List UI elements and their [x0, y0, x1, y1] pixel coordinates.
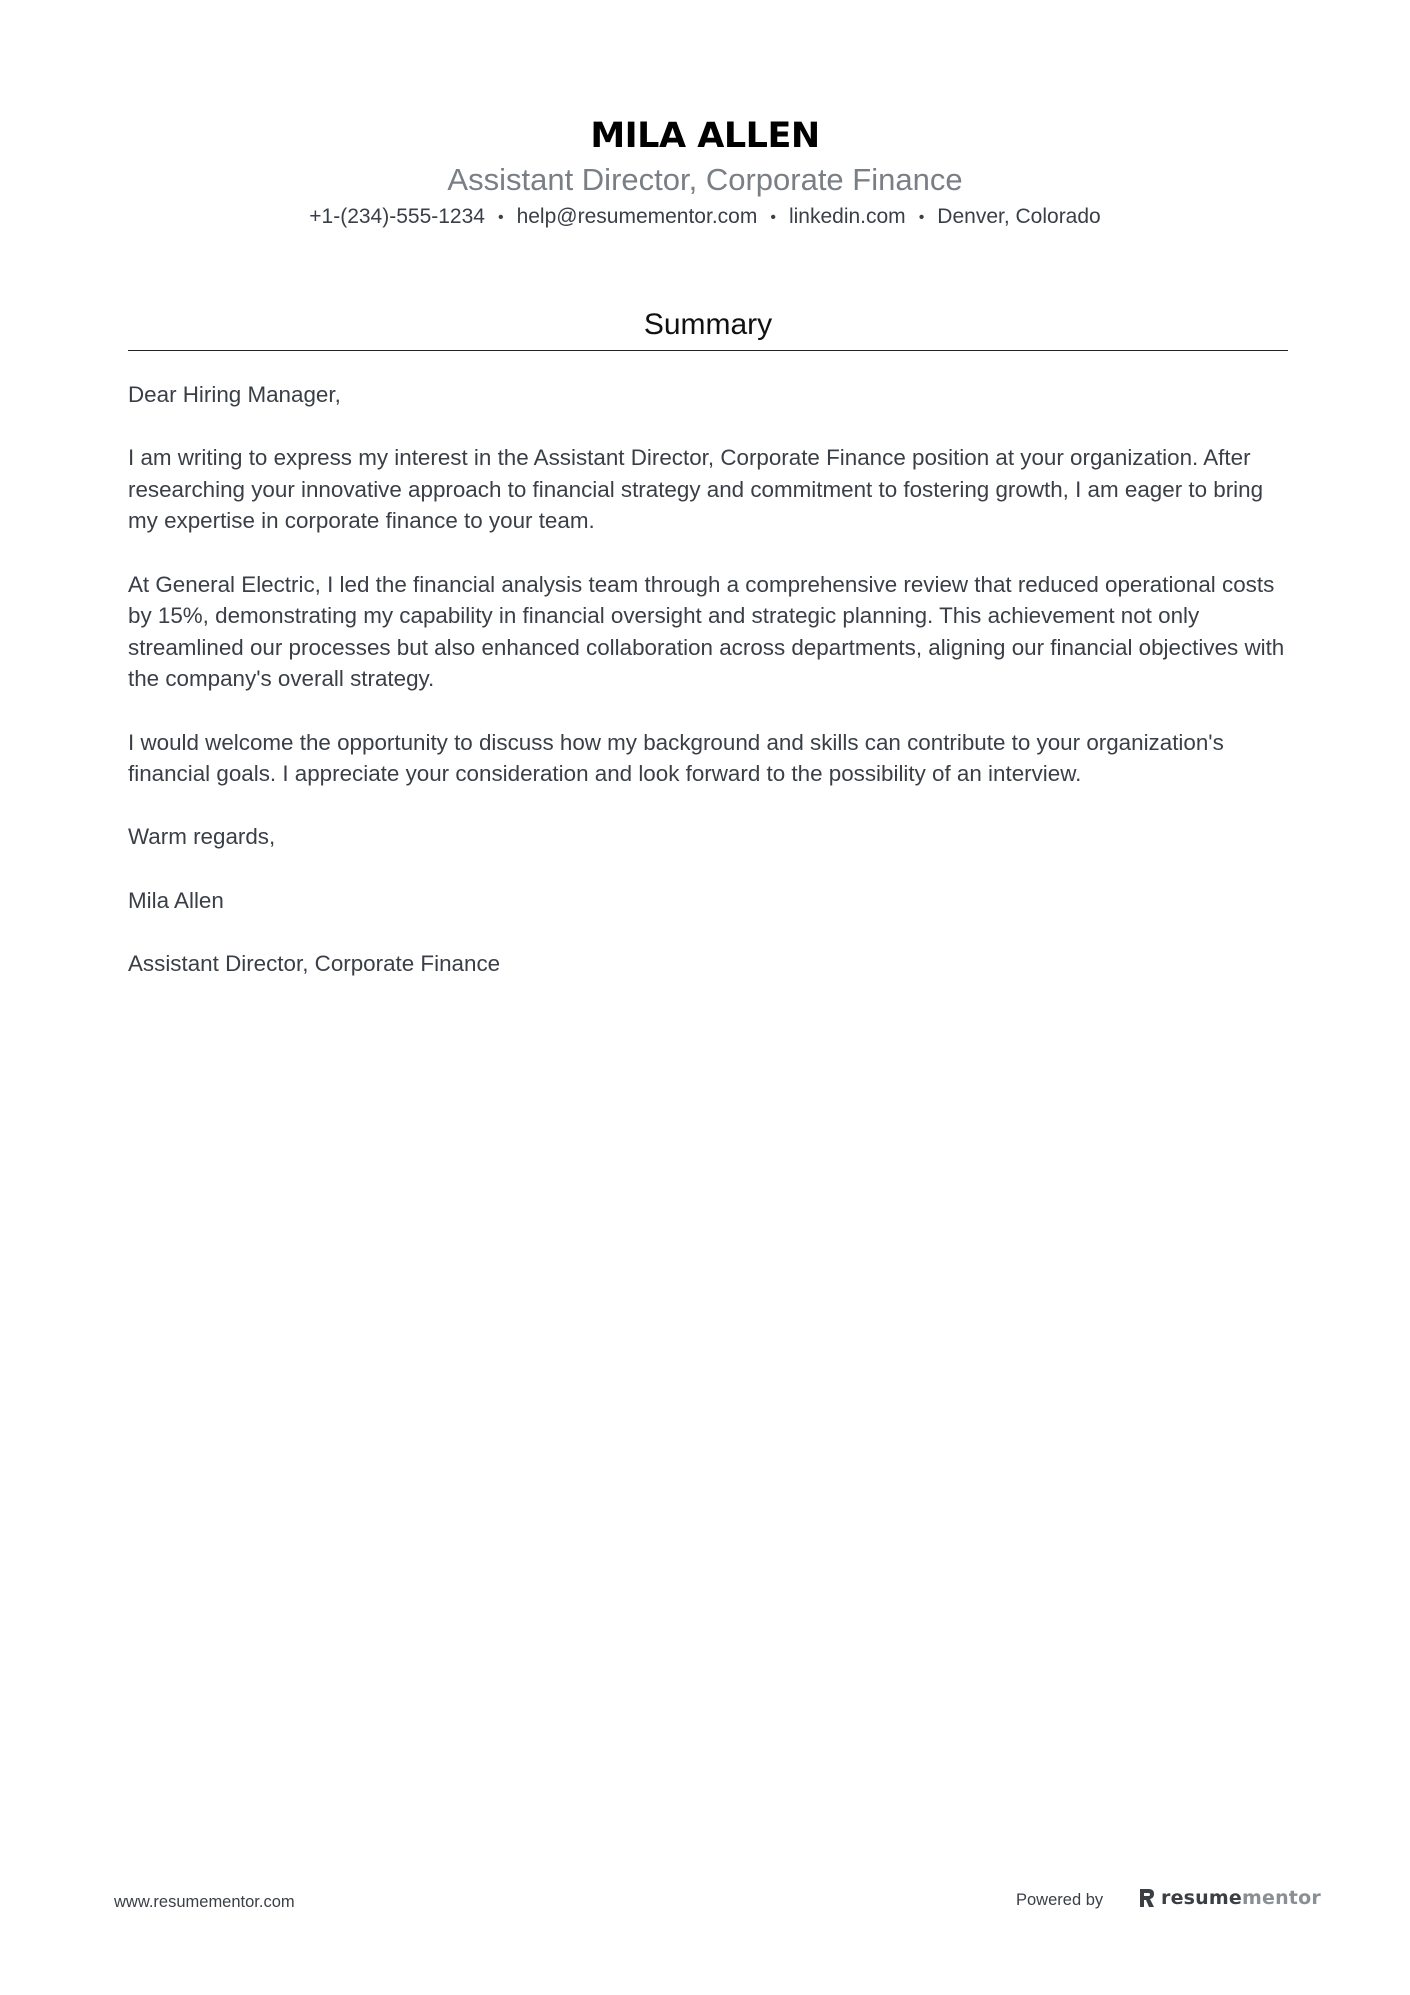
- letter-paragraph: I am writing to express my interest in the Assistant Director, Corporate Finance position at your organization. After researching your innovative approach to financial strategy and commitment to fostering growth, I am eager to bring my expertise in corporate finance to your team.: [128, 445, 1264, 534]
- applicant-name: MILA ALLEN: [590, 116, 820, 156]
- section-divider: [128, 350, 1288, 351]
- contact-website: linkedin.com: [788, 205, 906, 228]
- brand-wordmark: resumementor: [1161, 1887, 1321, 1909]
- contact-separator: •: [497, 209, 504, 226]
- resumementor-logo-icon: [1138, 1887, 1156, 1909]
- footer-brand-logo[interactable]: [1138, 1884, 1321, 1912]
- contact-line: [0, 202, 1410, 233]
- contact-email: help@resumementor.com: [516, 205, 758, 228]
- contact-location: Denver, Colorado: [937, 205, 1101, 228]
- contact-separator: •: [918, 209, 925, 226]
- footer-website-link[interactable]: www.resumementor.com: [114, 1893, 295, 1911]
- applicant-title: Assistant Director, Corporate Finance: [447, 162, 963, 197]
- letter-paragraph: At General Electric, I led the financial analysis team through a comprehensive review that reduced operational costs by 15%, demonstrating my capability in financial oversight and strategic planning. This achievement not only streamlined our processes but also enhanced collaboration across departments, aligning our financial objectives with the company's overall strategy.: [128, 571, 1285, 692]
- letter-body: [128, 379, 1293, 1011]
- signature-name: Mila Allen: [128, 887, 224, 913]
- letter-closing: Warm regards,: [128, 824, 276, 850]
- footer-powered-by: Powered by: [1016, 1891, 1104, 1909]
- contact-separator: •: [770, 209, 776, 226]
- letter-salutation: Dear Hiring Manager,: [128, 382, 341, 407]
- section-heading-summary: Summary: [643, 308, 773, 341]
- signature-title: Assistant Director, Corporate Finance: [128, 950, 501, 976]
- resume-header: [0, 112, 1410, 233]
- contact-phone: +1-(234)-555-1234: [309, 205, 485, 228]
- letter-paragraph: I would welcome the opportunity to discuss how my background and skills can contribute to your organization's financial goals. I appreciate your consideration and look forward to the possibility of an interview.: [128, 729, 1224, 787]
